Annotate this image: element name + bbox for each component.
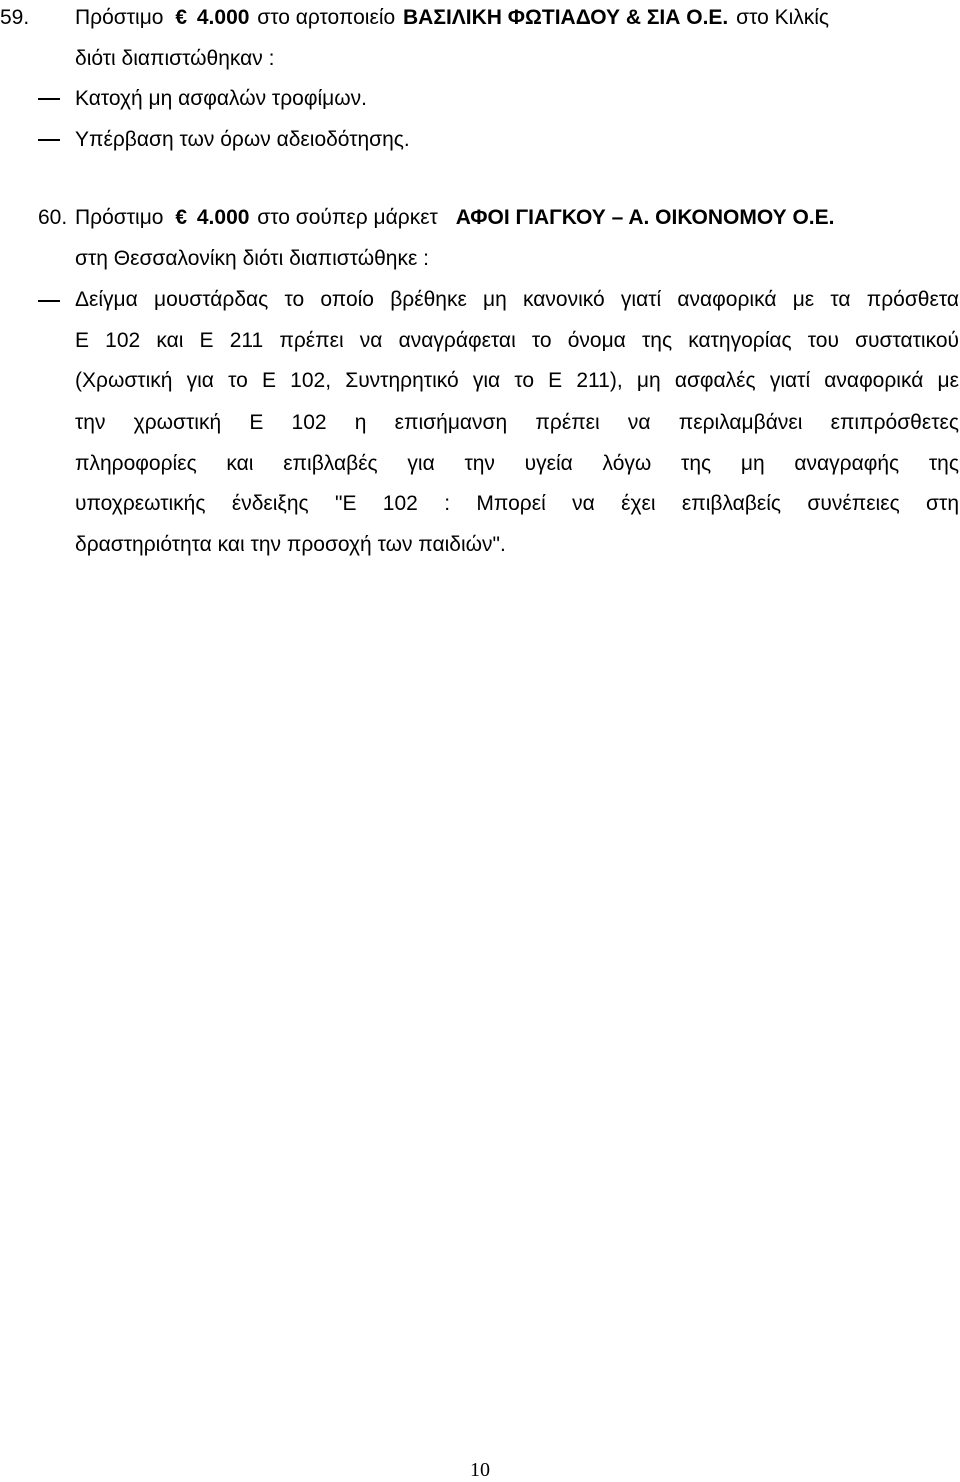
fine-amount: 4.000 (196, 206, 250, 229)
dash-icon (38, 98, 60, 100)
violation-line: πληροφορίες και επιβλαβές για την υγεία λόγω της μη αναγραφής της (75, 452, 959, 475)
dash-icon (38, 300, 60, 302)
page-number: 10 (470, 1459, 490, 1481)
violation-line: Ε 102 και Ε 211 πρέπει να αναγράφεται το όνομα της κατηγορίας του συστατικού (75, 329, 959, 352)
item-60-heading (75, 206, 834, 230)
euro-icon: € (175, 206, 188, 229)
item-60-reason-intro: στη Θεσσαλονίκη διότι διαπιστώθηκε : (75, 247, 429, 270)
violation-line: την χρωστική Ε 102 η επισήμανση πρέπει να περιλαμβάνει επιπρόσθετες (75, 411, 959, 434)
violation-line: υποχρεωτικής ένδειξης "Ε 102 : Μπορεί να έχει επιβλαβείς συνέπειες στη (75, 492, 959, 515)
fine-amount: 4.000 (196, 6, 250, 29)
violation-line: Δείγμα μουστάρδας το οποίο βρέθηκε μη κανονικό γιατί αναφορικά με τα πρόσθετα (75, 288, 959, 311)
item-59-violation: Υπέρβαση των όρων αδειοδότησης. (75, 128, 410, 151)
item-59-violation: Κατοχή μη ασφαλών τροφίμων. (75, 87, 367, 110)
dash-icon (38, 139, 60, 141)
business-location: στο Κιλκίς (736, 6, 830, 29)
euro-icon: € (175, 6, 188, 29)
violation-line: δραστηριότητα και την προσοχή των παιδιών". (75, 533, 506, 556)
business-type: στο αρτοποιείο (257, 6, 396, 29)
item-59-number: 59. (0, 6, 30, 29)
business-name: ΒΑΣΙΛΙΚΗ ΦΩΤΙΑΔΟΥ & ΣΙΑ Ο.Ε. (403, 6, 729, 29)
business-type: στο σούπερ μάρκετ (257, 206, 438, 229)
item-60-number: 60. (38, 206, 68, 229)
item-59-reason-intro: διότι διαπιστώθηκαν : (75, 47, 275, 70)
fine-label: Πρόστιμο (75, 206, 164, 229)
fine-label: Πρόστιμο (75, 6, 164, 29)
violation-line: (Χρωστική για το Ε 102, Συντηρητικό για το Ε 211), μη ασφαλές γιατί αναφορικά με (75, 369, 959, 392)
business-name: ΑΦΟΙ ΓΙΑΓΚΟΥ – Α. ΟΙΚΟΝΟΜΟΥ Ο.Ε. (455, 206, 835, 229)
item-59-heading (75, 6, 829, 30)
